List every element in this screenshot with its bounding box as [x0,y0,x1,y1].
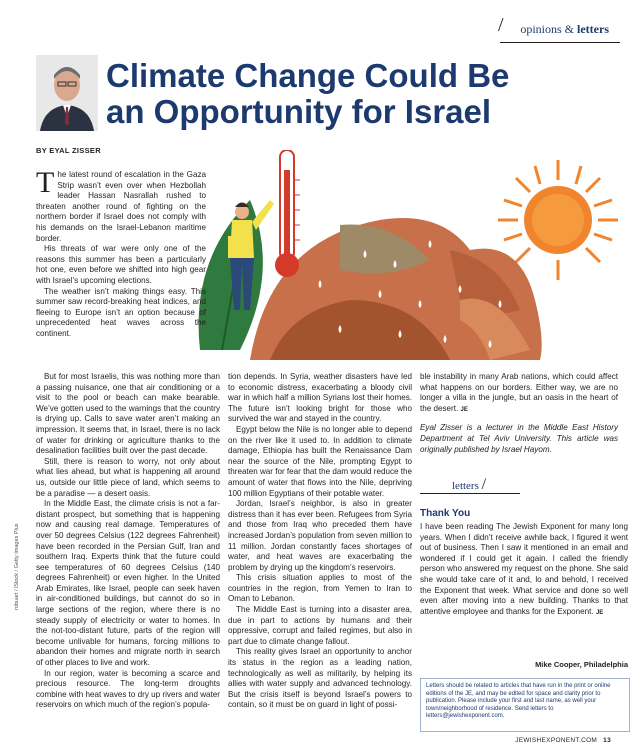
paragraph: This reality gives Israel an opportunity to anchor its status in the region as a leading nation, technologically as well as militarily, by helping its allies with water supply and advanced technology. But the crisis itself is beyond Israel’s powers to contain, so it must be on guard in light of possi- [228,647,412,710]
article-column-3 [420,372,618,455]
headline-line-1: Climate Change Could Be [106,57,510,94]
letter-body: I have been reading The Jewish Exponent for many long years. When I didn’t receive awhile back, I figured it went out of business. Then I saw it mentioned in an email and wondered if I could get it again. I called the friendly person who answered my request on the phone. She said she would take care of it and, lo and behold, I received the Exponent that week. What service and done so well even after moving into a new building. Thanks to that attentive employee and thanks for the Exponent. JE [420,522,628,616]
paragraph: The Middle East is turning into a disaster area, due in part to actions by humans and their oppressive, corrupt and failed regimes, but also in part due to climate change fallout. [228,605,412,646]
author-bio: Eyal Zisser is a lecturer in the Middle East History Department at Tel Aviv University. This article was originally published by Israel Hayom. [420,423,618,454]
letters-rule [420,493,520,494]
article-column-1-bottom [36,372,220,711]
end-mark: JE [595,609,604,616]
paragraph: His threats of war were only one of the reasons this summer has been a particularly hot one, even before we shifted into high gear with Israel’s upcoming elections. [36,244,206,285]
letters-policy-box: Letters should be related to articles that have run in the print or online editions of the JE, and may be edited for space and clarity prior to publication. Please include your first and last name, as well your town/neighborhood of residence. Send letters to letters@jewishexponent.com. [420,678,630,732]
end-mark: JE [460,406,468,413]
photo-credit: robuart / iStock / Getty Images Plus [14,523,20,610]
paragraph: In the Middle East, the climate crisis is not a far-distant prospect, but something that is happening now and causing real damage. Temperatures of over 50 degrees Celsius (122 degrees Fahrenheit) have been recorded in the Persian Gulf, Iran and southern Iraq. Experts think that the future could see temperatures of 60 degrees Celsius (140 degrees Fahrenheit) or even higher. In the United Arab Emirates, like Israel, people can seek haven in air-conditioned buildings, but cannot do so in large sections of the region, where there is no steady supply of electricity or water to homes. In the not-too-distant future, parts of the region will become unlivable for humans, forcing millions to abandon their homes and migrate north in search of other places to live and work. [36,499,220,668]
headline [106,58,606,130]
climate-illustration [190,150,622,360]
letter-title: Thank You [420,508,471,519]
drop-cap: T [36,166,55,199]
footer-site: JEWISHEXPONENT.COM [515,737,598,744]
article-column-2 [228,372,412,711]
paragraph: But for most Israelis, this was nothing more than a passing nuisance, one that air conditioning or a visit to the pool or beach can make bearable. We’ve gotten used to the warnings that the country is drying up. Calls to save water aren’t making an impression. It seems that, in Israel, there is no lack of water for drinking or agriculture thanks to the desalination facilities built over the past decade. [36,372,220,456]
page-number: 13 [603,737,611,744]
paragraph: Jordan, Israel’s neighbor, is also in greater distress than it has ever been. Refugees from Syria and those from Iraq who preceded them have increased Jordan’s population from seven million to 11 million. Jordan constantly faces shortages of water, and heat waves are exacerbating the problem by drying up the kingdom’s reservoirs. [228,499,412,572]
headline-line-2: an Opportunity for Israel [106,93,492,130]
paragraph: Still, there is reason to worry, not only about what lies ahead, but what is happening all around us, outside our little piece of land, which seems to be a paradise — a desert oasis. [36,456,220,498]
paragraph: This crisis situation applies to most of the countries in the region, from Yemen to Iran to Oman to Lebanon. [228,573,412,604]
letter-signoff: Mike Cooper, Philadelphia [535,660,628,669]
paragraph: Egypt below the Nile is no longer able to depend on the river like it used to. In addition to climate damage, Ethiopia has built the Renaissance Dam near the source of the Nile, prompting Egypt to threaten war for fear that the dam would reduce the amount of water that flows into the Nile, depriving 100 million Egyptians of their potable water. [228,424,413,498]
paragraph: ble instability in many Arab nations, which could affect what happens on our borders. Either way, we are no longer a villa in the jungle, but an oasis in the heart of the desert. JE [420,372,618,413]
page-footer [515,737,611,744]
section-slash: / [498,14,504,36]
paragraph: The weather isn’t making things easy. This summer saw record-breaking heat indices, and fleeing to Europe isn’t an option because of unprecedented heat waves across the continent. [36,286,206,338]
paragraph: tion depends. In Syria, weather disasters have led to economic distress, exacerbating a bloody civil war in which half a million Syrians lost their homes. The future isn’t looking bright for those who survived the war and stayed in the country. [228,372,412,424]
section-tag: opinions & letters [520,22,609,36]
article-column-1-top [36,166,206,340]
byline: BY EYAL ZISSER [36,146,101,155]
paragraph: The latest round of escalation in the Gaza Strip wasn’t even over when Hezbollah leader Hassan Nasrallah rushed to threaten another round of fighting on the northern border if Israel does not comply with his demands on the Israel-Lebanon maritime border. [36,166,206,243]
author-photo [36,55,98,131]
letters-tag: letters / [452,476,487,493]
paragraph: In our region, water is becoming a scarce and precious resource. The long-term droughts combine with heat waves to dry up rivers and water reservoirs on which much of the region’s popula- [36,668,220,710]
section-rule [500,42,620,43]
thermometer-icon [275,150,300,277]
